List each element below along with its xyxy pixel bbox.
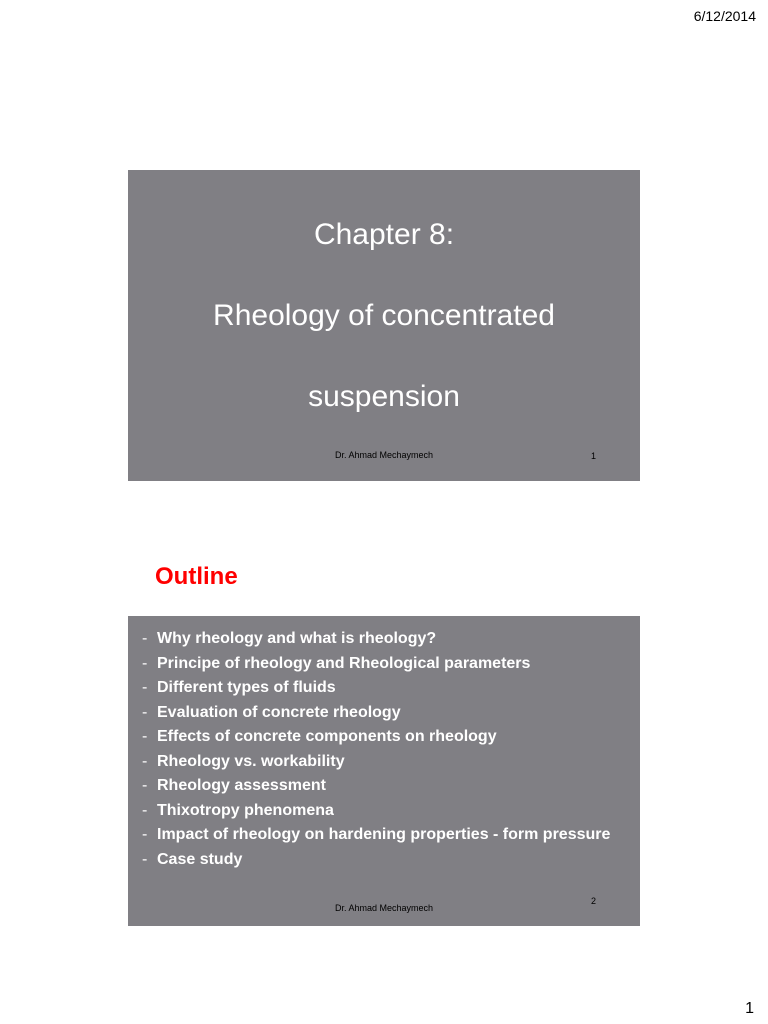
outline-item <box>142 629 620 649</box>
slide-2-author: Dr. Ahmad Mechaymech <box>334 903 434 913</box>
outline-item-text: Case study <box>157 850 243 868</box>
bullet-dash: - <box>142 752 148 770</box>
page-number: 1 <box>745 1000 754 1017</box>
outline-item <box>142 801 620 821</box>
bullet-dash: - <box>142 728 148 745</box>
slide-1-title-line-1: Chapter 8: <box>313 218 455 251</box>
bullet-dash: - <box>142 654 148 672</box>
outline-list <box>142 629 620 874</box>
outline-item-text: Evaluation of concrete rheology <box>157 703 401 721</box>
slide-1-author: Dr. Ahmad Mechaymech <box>334 450 434 460</box>
slide-2 <box>128 616 640 926</box>
slide-1-title-line-2: Rheology of concentrated <box>213 299 555 332</box>
outline-item-text: Effects of concrete components on rheology <box>157 728 497 745</box>
slide-1-number: 1 <box>591 451 597 461</box>
outline-item-text: Why rheology and what is rheology? <box>157 630 437 647</box>
bullet-dash: - <box>142 630 148 647</box>
outline-heading: Outline <box>155 563 238 590</box>
outline-item-text: Rheology assessment <box>157 777 326 794</box>
outline-item-text: Rheology vs. workability <box>157 752 345 770</box>
outline-item <box>142 727 620 747</box>
bullet-dash: - <box>142 703 148 721</box>
outline-item <box>142 654 620 674</box>
outline-item-text: Principe of rheology and Rheological parameters <box>157 654 531 672</box>
outline-item <box>142 850 620 870</box>
bullet-dash: - <box>142 679 148 696</box>
outline-item <box>142 776 620 796</box>
slide-1 <box>128 170 640 481</box>
bullet-dash: - <box>142 850 148 868</box>
outline-item <box>142 678 620 698</box>
outline-item <box>142 825 620 845</box>
slide-1-title-line-3: suspension <box>308 380 460 413</box>
bullet-dash: - <box>142 801 148 819</box>
outline-item-text: Different types of fluids <box>157 679 336 696</box>
outline-item-text: Impact of rheology on hardening properties - form pressure <box>157 826 611 843</box>
outline-item <box>142 752 620 772</box>
bullet-dash: - <box>142 777 148 794</box>
outline-item-text: Thixotropy phenomena <box>157 801 334 819</box>
page-date: 6/12/2014 <box>693 8 756 24</box>
slide-2-number: 2 <box>591 896 597 906</box>
outline-item <box>142 703 620 723</box>
bullet-dash: - <box>142 826 148 843</box>
